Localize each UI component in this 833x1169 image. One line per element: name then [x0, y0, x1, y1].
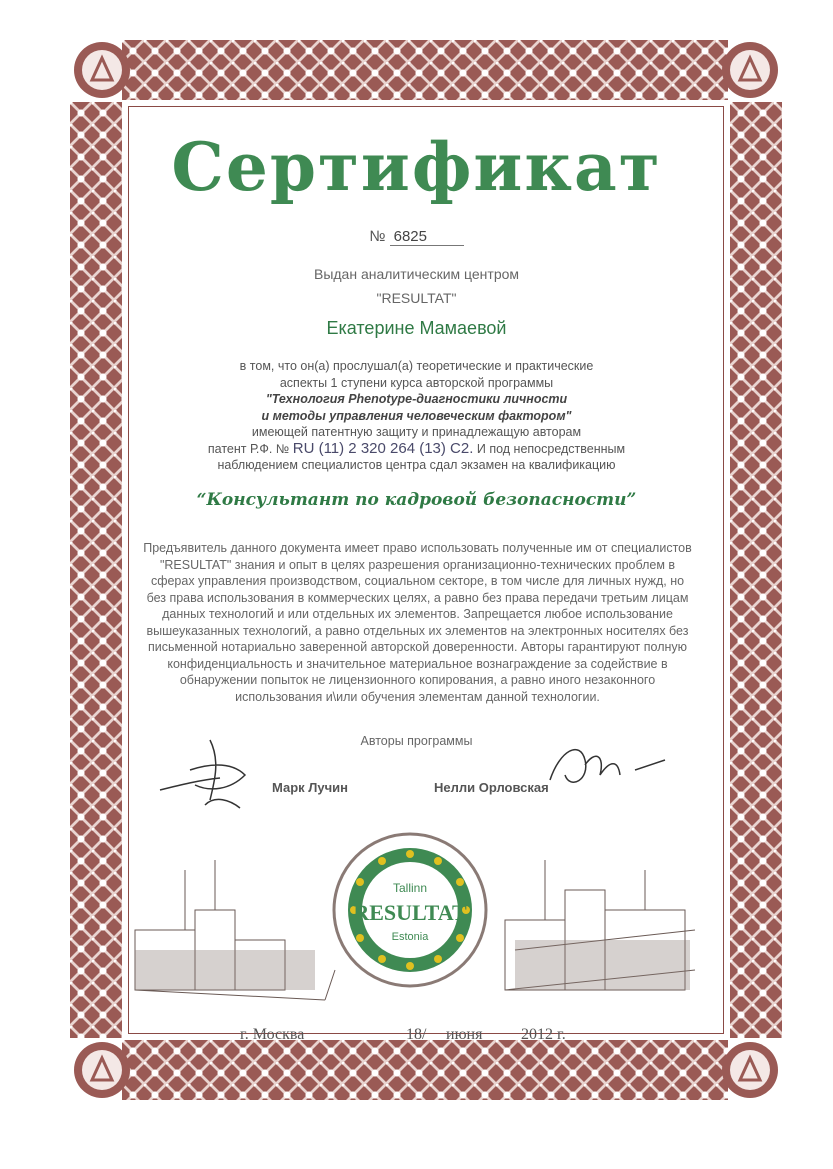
- border-top-band: [122, 40, 728, 100]
- date-month: июня: [446, 1026, 483, 1043]
- city: г. Москва: [240, 1026, 305, 1043]
- date-year: 2012 г.: [521, 1026, 566, 1043]
- rights-paragraph: Предъявитель данного документа имеет право использовать полученные им от специалистов "RESULTAT" знания и опыт в целях разрешения организационно-технических проблем в сферах управления производством, социальном секторе, в том числе для личных нужд, но без права использования в коммерческих целях, а равно без права передачи третьим лицам данных технологий и или отдельных их элементов. Запрещается любое использование вышеуказанных технологий, а равно отдельных их элементов на электронных носителях без письменной нотариально заверенной авторской доверенности. Авторы гарантируют полную конфиденциальность и значительное материальное вознаграждение за содействие в обнаружении попыток не лицензионного копирования, а равно иного незаконного использования и\или обучения элементам данной технологии.: [143, 541, 692, 704]
- authors-label: Авторы программы: [360, 734, 473, 748]
- corner-medallion-icon: [70, 1038, 134, 1102]
- issued-by-line: Выдан аналитическим центром: [313, 266, 520, 282]
- number-prefix: №: [369, 228, 386, 245]
- exam-line: наблюдением специалистов центра сдал экзамен на квалификацию: [217, 458, 616, 472]
- signature-orlovskaya: [540, 730, 670, 800]
- signature-luchin: [150, 730, 270, 820]
- certificate-number: 6825: [390, 228, 464, 246]
- program-title-line: и методы управления человеческим фактором": [261, 408, 572, 423]
- patent-number: RU (11) 2 320 264 (13) C2.: [292, 439, 474, 457]
- patent-prefix: патент Р.Ф. №: [207, 441, 290, 456]
- certificate-body: [0, 358, 833, 474]
- border-bottom-band: [122, 1040, 728, 1100]
- qualification-title: “Консультант по кадровой безопасности”: [196, 490, 637, 510]
- issuer-block: [0, 262, 833, 310]
- author-orlovskaya: Нелли Орловская: [434, 780, 549, 795]
- program-title-line: "Технология Phenotype-диагностики личности: [265, 392, 568, 406]
- patent-suffix: И под непосредственным: [476, 441, 626, 456]
- seal-main-text: RESULTAT: [353, 900, 467, 925]
- author-luchin: Марк Лучин: [272, 780, 349, 795]
- issuer-name: "RESULTAT": [376, 290, 457, 306]
- corner-medallion-icon: [718, 38, 782, 102]
- body-line: аспекты 1 ступени курса авторской программы: [279, 375, 554, 390]
- certificate-number-row: [0, 228, 833, 246]
- rights-line: имеющей патентную защиту и принадлежащую авторам: [251, 425, 582, 439]
- patent-line: [0, 441, 833, 458]
- resultat-seal: [330, 830, 490, 990]
- corner-medallion-icon: [70, 38, 134, 102]
- certificate-title: Сертификат: [171, 128, 662, 206]
- corner-medallion-icon: [718, 1038, 782, 1102]
- body-line: в том, что он(а) прослушал(а) теоретические и практические: [239, 359, 594, 373]
- date-day: 18/: [406, 1026, 427, 1043]
- seal-bottom-text: Estonia: [391, 931, 429, 943]
- recipient-name: Екатерине Мамаевой: [326, 318, 507, 338]
- seal-top-text: Tallinn: [392, 881, 428, 895]
